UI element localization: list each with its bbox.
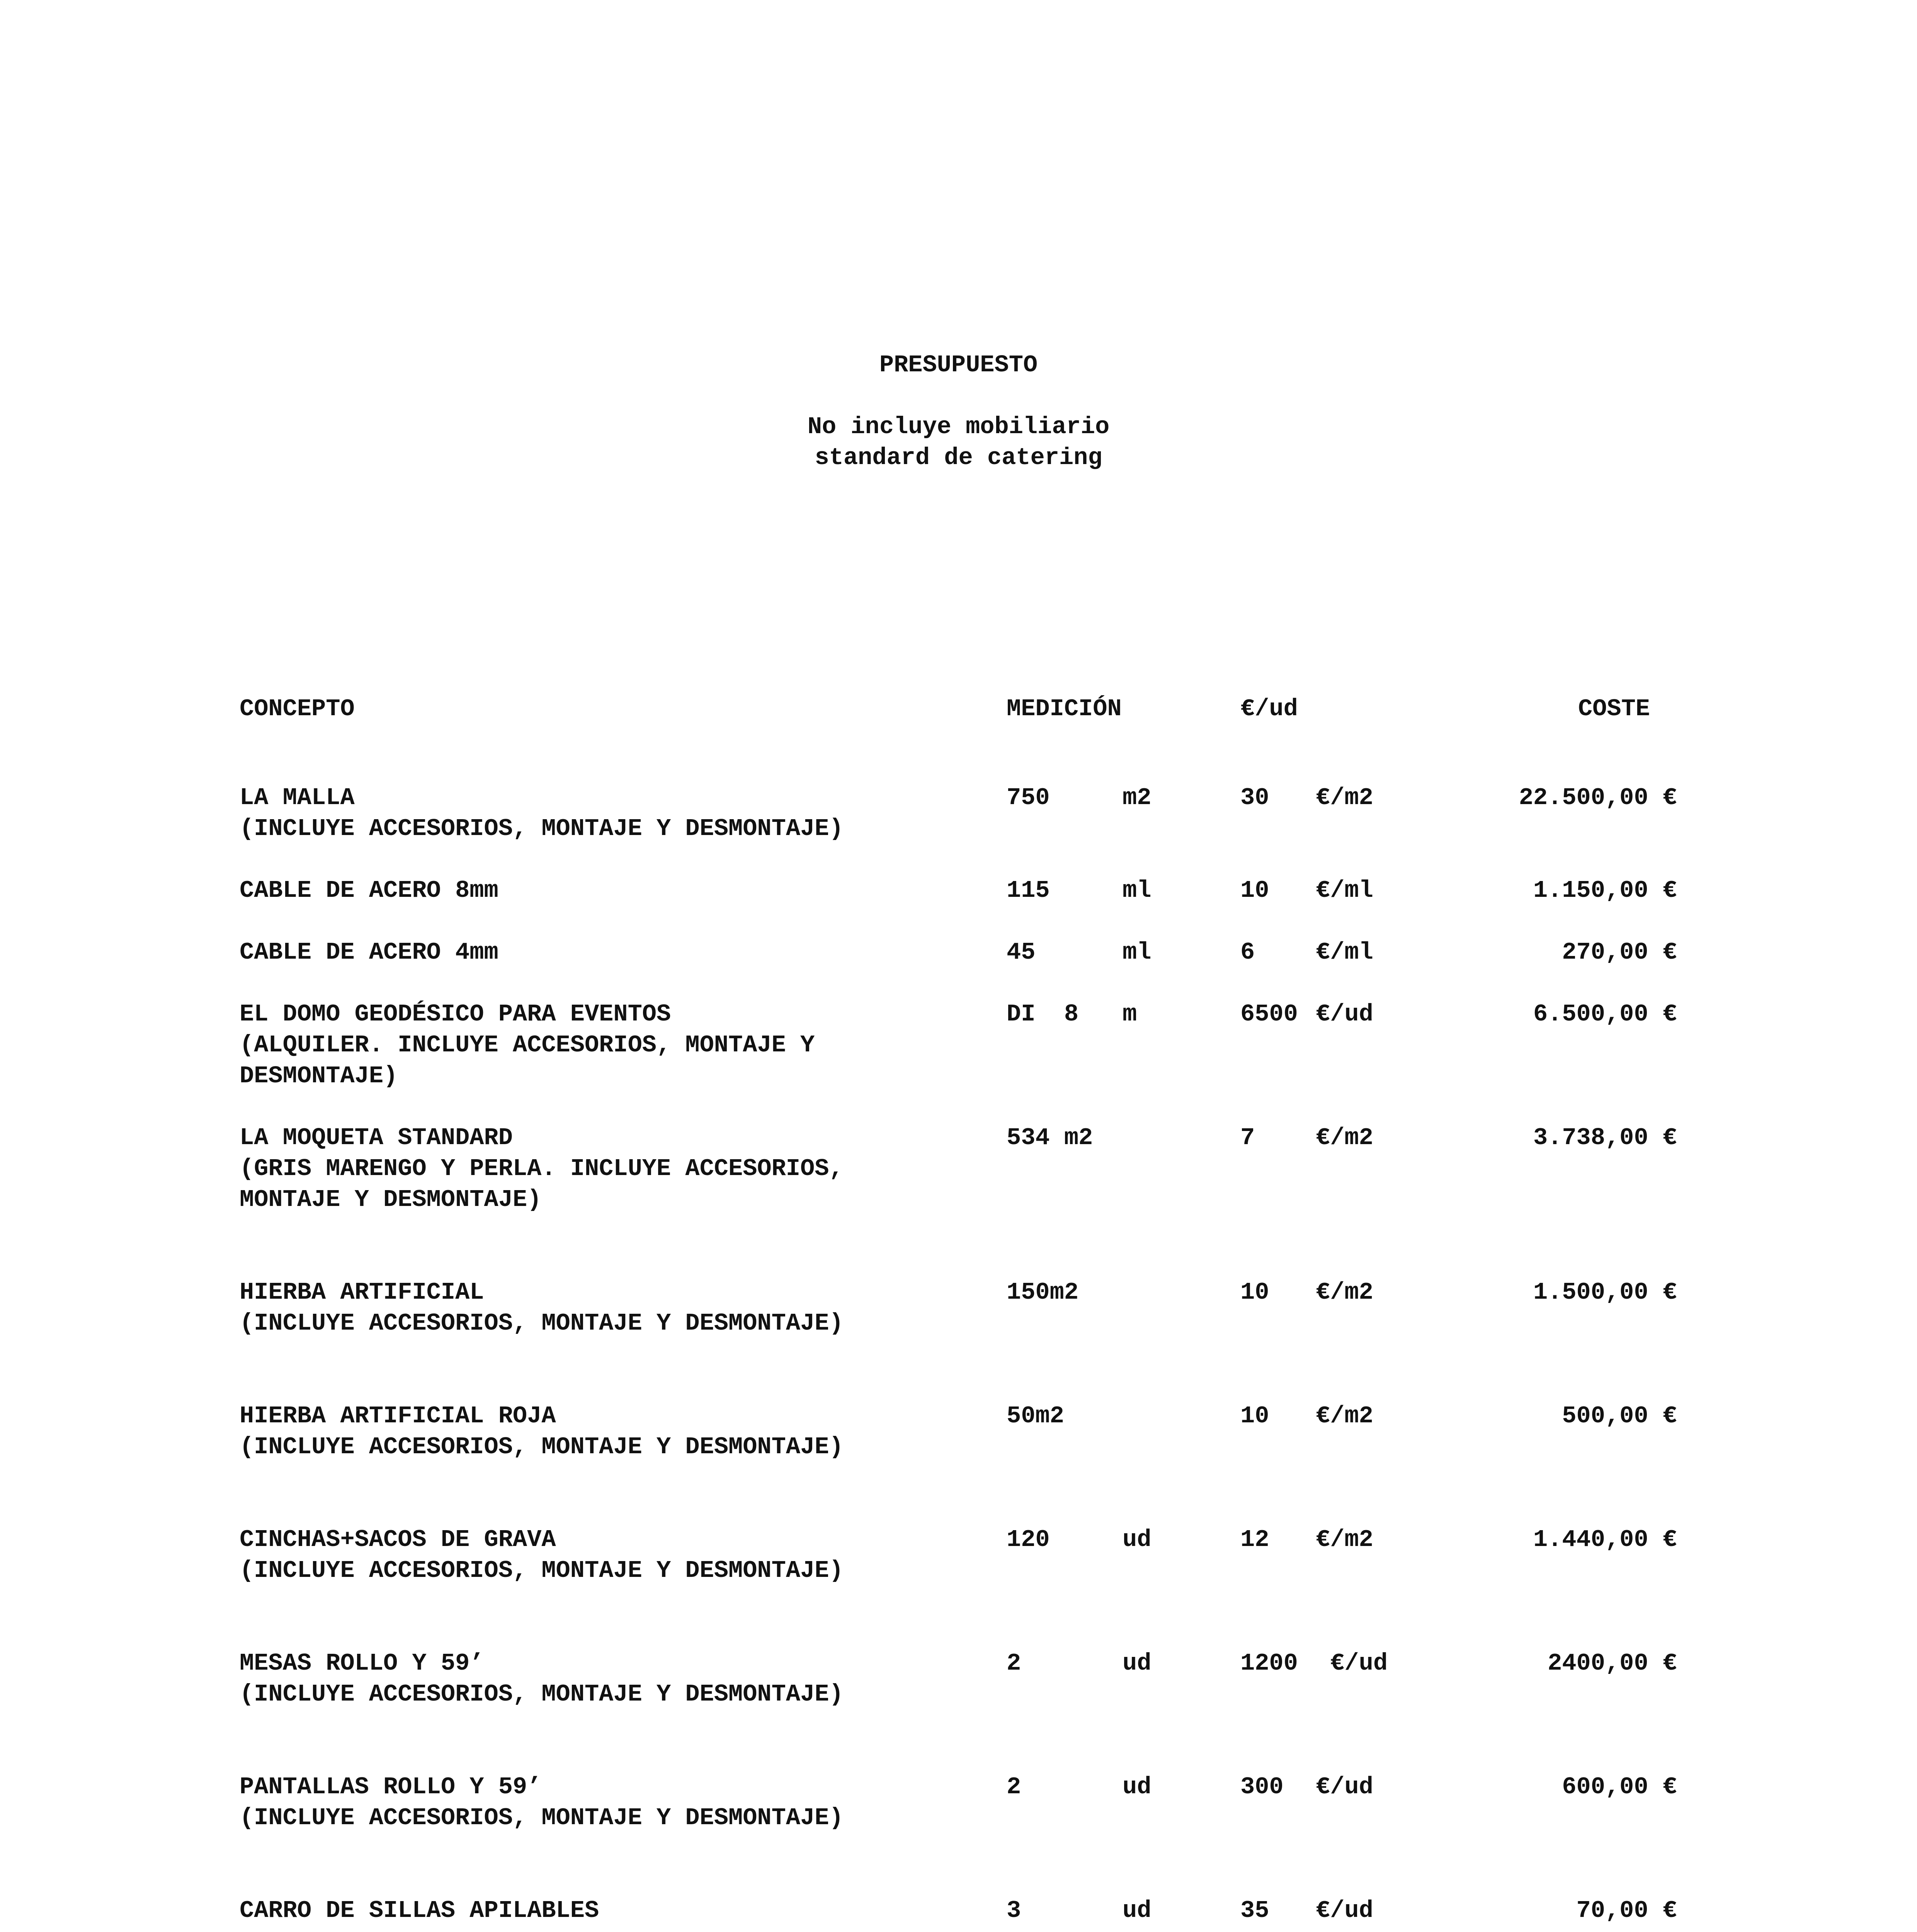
table-row bbox=[0, 1122, 1917, 1277]
row-price-unit: €/ud bbox=[1316, 1773, 1373, 1801]
row-qty: 2 bbox=[1007, 1773, 1021, 1801]
row-unit: ud bbox=[1123, 1773, 1152, 1801]
row-concept: PANTALLAS ROLLO Y 59’ (INCLUYE ACCESORIOS, MONTAJE Y DESMONTAJE) bbox=[240, 1773, 844, 1832]
row-cost: 270,00 € bbox=[1562, 939, 1677, 966]
row-price-unit: €/ud bbox=[1316, 1650, 1388, 1677]
row-cost: 22.500,00 € bbox=[1519, 784, 1677, 811]
row-price: 6500 bbox=[1240, 1000, 1298, 1028]
row-concept: CARRO DE SILLAS APILABLES bbox=[240, 1897, 599, 1924]
row-cost: 1.500,00 € bbox=[1533, 1279, 1677, 1306]
page-title: PRESUPUESTO bbox=[879, 351, 1038, 379]
row-unit: ud bbox=[1123, 1897, 1152, 1924]
row-unit: m bbox=[1123, 1000, 1137, 1028]
row-qty: 115 bbox=[1007, 877, 1050, 904]
row-price-unit: €/m2 bbox=[1316, 1279, 1373, 1306]
header-coste: COSTE bbox=[1578, 695, 1650, 723]
row-price-unit: €/ml bbox=[1316, 877, 1373, 904]
row-qty: 150m2 bbox=[1007, 1279, 1079, 1306]
row-cost: 3.738,00 € bbox=[1533, 1124, 1677, 1151]
row-price-unit: €/m2 bbox=[1316, 784, 1373, 811]
row-price-unit: €/ud bbox=[1316, 1897, 1373, 1924]
row-concept: LA MOQUETA STANDARD (GRIS MARENGO Y PERLA. INCLUYE ACCESORIOS, MONTAJE Y DESMONTAJE) bbox=[240, 1124, 844, 1213]
row-cost: 500,00 € bbox=[1562, 1402, 1677, 1430]
row-qty: DI 8 bbox=[1007, 1000, 1079, 1028]
row-unit: ud bbox=[1123, 1526, 1152, 1553]
row-concept: CINCHAS+SACOS DE GRAVA (INCLUYE ACCESORIOS, MONTAJE Y DESMONTAJE) bbox=[240, 1526, 844, 1584]
row-cost: 1.150,00 € bbox=[1533, 877, 1677, 904]
row-concept: LA MALLA (INCLUYE ACCESORIOS, MONTAJE Y DESMONTAJE) bbox=[240, 784, 844, 842]
row-price-unit: €/ml bbox=[1316, 939, 1373, 966]
row-concept: HIERBA ARTIFICIAL ROJA (INCLUYE ACCESORIOS, MONTAJE Y DESMONTAJE) bbox=[240, 1402, 844, 1461]
row-price: 300 bbox=[1240, 1773, 1284, 1801]
row-concept: CABLE DE ACERO 4mm bbox=[240, 939, 498, 966]
row-qty: 3 bbox=[1007, 1897, 1021, 1924]
row-qty: 45 bbox=[1007, 939, 1036, 966]
header-medicion: MEDICIÓN bbox=[1007, 695, 1122, 723]
row-unit: ud bbox=[1123, 1650, 1152, 1677]
row-price: 35 bbox=[1240, 1897, 1269, 1924]
row-cost: 6.500,00 € bbox=[1533, 1000, 1677, 1028]
row-price: 12 bbox=[1240, 1526, 1269, 1553]
row-cost: 70,00 € bbox=[1576, 1897, 1677, 1924]
row-price-unit: €/m2 bbox=[1316, 1526, 1373, 1553]
row-concept: EL DOMO GEODÉSICO PARA EVENTOS (ALQUILER. INCLUYE ACCESORIOS, MONTAJE Y DESMONTAJE) bbox=[240, 1000, 815, 1090]
row-unit: m2 bbox=[1123, 784, 1152, 811]
row-price: 7 bbox=[1240, 1124, 1255, 1151]
row-cost: 1.440,00 € bbox=[1533, 1526, 1677, 1553]
page-subtitle: No incluye mobiliario standard de catering bbox=[807, 413, 1110, 471]
row-unit: ml bbox=[1123, 877, 1152, 904]
header-eur-ud: €/ud bbox=[1240, 695, 1298, 723]
row-qty: 50m2 bbox=[1007, 1402, 1064, 1430]
row-price: 6 bbox=[1240, 939, 1255, 966]
row-unit: ml bbox=[1123, 939, 1152, 966]
row-price: 10 bbox=[1240, 1402, 1269, 1430]
header-concepto: CONCEPTO bbox=[240, 695, 355, 723]
row-qty: 534 m2 bbox=[1007, 1124, 1093, 1151]
row-price-unit: €/ud bbox=[1316, 1000, 1373, 1028]
row-qty: 2 bbox=[1007, 1650, 1021, 1677]
row-concept: CABLE DE ACERO 8mm bbox=[240, 877, 498, 904]
row-price-unit: €/m2 bbox=[1316, 1402, 1373, 1430]
row-price: 30 bbox=[1240, 784, 1269, 811]
row-concept: HIERBA ARTIFICIAL (INCLUYE ACCESORIOS, MONTAJE Y DESMONTAJE) bbox=[240, 1279, 844, 1337]
row-price: 1200 bbox=[1240, 1650, 1298, 1677]
row-cost: 600,00 € bbox=[1562, 1773, 1677, 1801]
row-qty: 750 bbox=[1007, 784, 1050, 811]
table-row bbox=[0, 1895, 1917, 1932]
row-cost: 2400,00 € bbox=[1548, 1650, 1677, 1677]
row-price: 10 bbox=[1240, 1279, 1269, 1306]
row-qty: 120 bbox=[1007, 1526, 1050, 1553]
row-concept: MESAS ROLLO Y 59’ (INCLUYE ACCESORIOS, MONTAJE Y DESMONTAJE) bbox=[240, 1650, 844, 1708]
row-price: 10 bbox=[1240, 877, 1269, 904]
row-price-unit: €/m2 bbox=[1316, 1124, 1373, 1151]
